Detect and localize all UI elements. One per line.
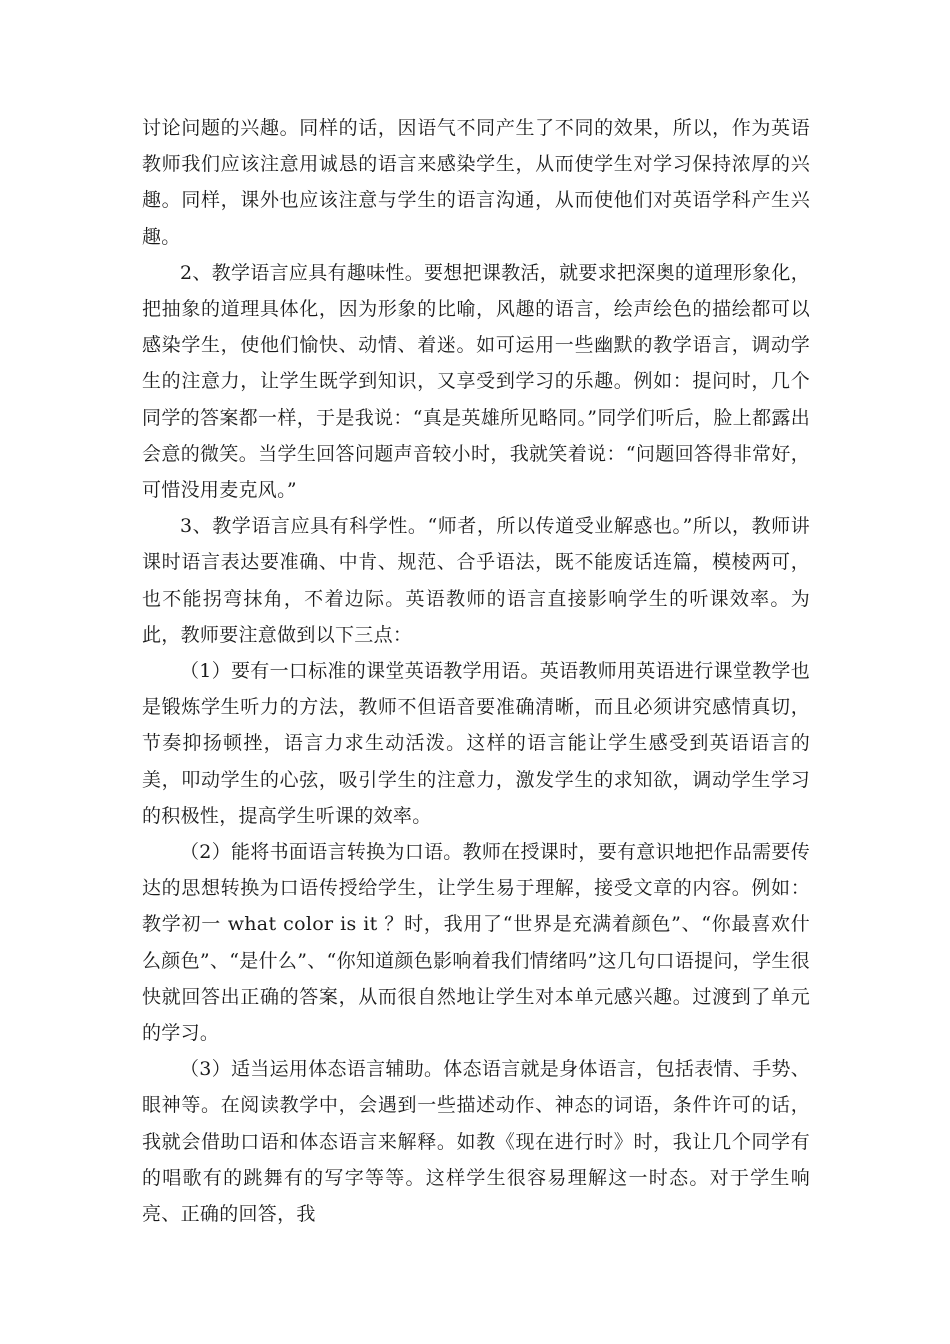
paragraph-point-1: （1）要有一口标准的课堂英语教学用语。英语教师用英语进行课堂教学也是锻炼学生听力的方法，教师不但语音要准确清晰，而且必须讲究感情真切，节奏抑扬顿挫，语言力求生动活泼。这样的语言能让学生感受到英语语言的美，叩动学生的心弦，吸引学生的注意力，激发学生的求知欲，调动学生学习的积极性，提高学生听课的效率。 [142, 660, 810, 827]
document-body [142, 110, 810, 1232]
paragraph-continuation: 讨论问题的兴趣。同样的话，因语气不同产生了不同的效果，所以，作为英语教师我们应该注意用诚恳的语言来感染学生，从而使学生对学习保持浓厚的兴趣。同样，课外也应该注意与学生的语言沟通，从而使他们对英语学科产生兴趣。 [142, 117, 810, 248]
paragraph-interest: 2、教学语言应具有趣味性。要想把课教活，就要求把深奥的道理形象化，把抽象的道理具体化，因为形象的比喻，风趣的语言，绘声绘色的描绘都可以感染学生，使他们愉快、动情、着迷。如可运用一些幽默的教学语言，调动学生的注意力，让学生既学到知识，又享受到学习的乐趣。例如：提问时，几个同学的答案都一样，于是我说：“真是英雄所见略同。”同学们听后，脸上都露出会意的微笑。当学生回答问题声音较小时，我就笑着说：“问题回答得非常好，可惜没用麦克风。” [142, 261, 810, 502]
paragraph-point-2: （2）能将书面语言转换为口语。教师在授课时，要有意识地把作品需要传达的思想转换为口语传授给学生，让学生易于理解，接受文章的内容。例如：教学初一 what color is it ？时，我用了“世界是充满着颜色”、“你最喜欢什么颜色”、“是什么”、“你知道颜色影响着我们情绪吗”这几句口语提问，学生很快就回答出正确的答案，从而很自然地让学生对本单元感兴趣。过渡到了单元的学习。 [142, 841, 810, 1045]
paragraph-point-3: （3）适当运用体态语言辅助。体态语言就是身体语言，包括表情、手势、眼神等。在阅读教学中，会遇到一些描述动作、神态的词语，条件许可的话，我就会借助口语和体态语言来解释。如教《现在进行时》时，我让几个同学有的唱歌有的跳舞有的写字等等。这样学生很容易理解这一时态。对于学生响亮、正确的回答，我 [142, 1058, 810, 1226]
paragraph-scientific: 3、教学语言应具有科学性。“师者，所以传道受业解惑也。”所以，教师讲课时语言表达要准确、中肯、规范、合乎语法，既不能废话连篇，模棱两可，也不能拐弯抹角，不着边际。英语教师的语言直接影响学生的听课效率。为此，教师要注意做到以下三点： [142, 515, 810, 646]
